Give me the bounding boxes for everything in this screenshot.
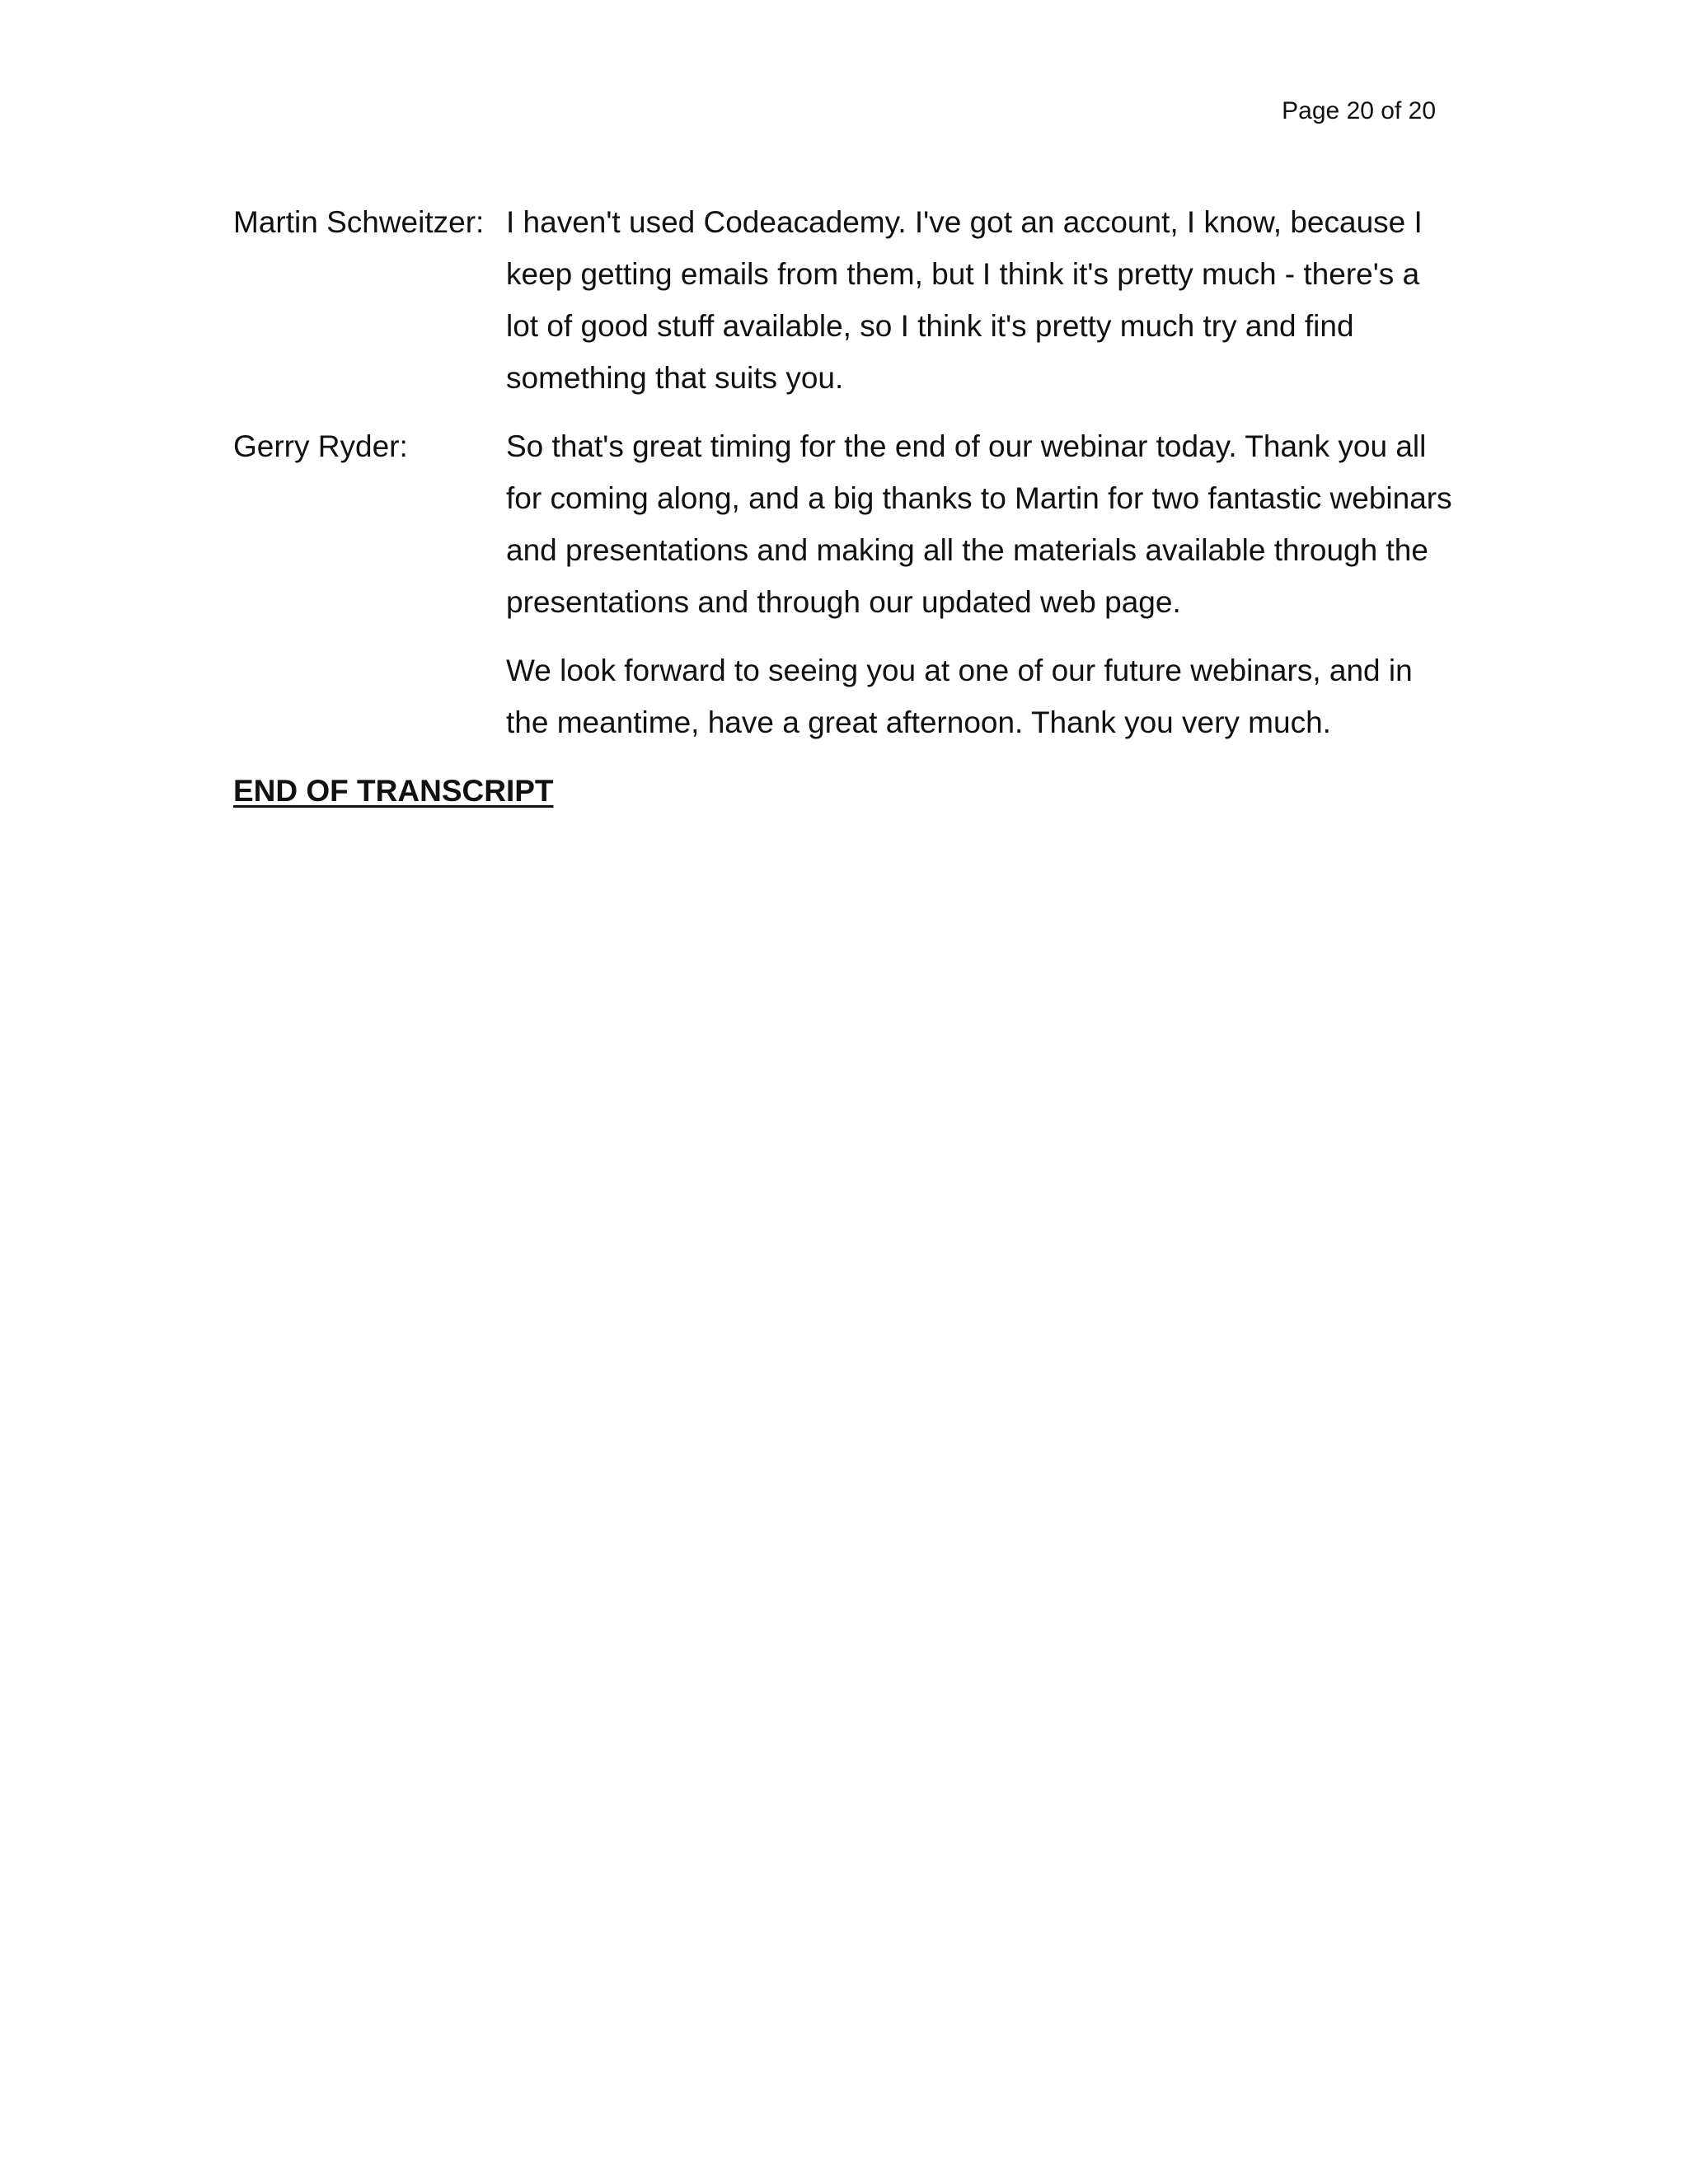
speech-paragraph: We look forward to seeing you at one of our future webinars, and in the meantime, have a great afternoon. Thank you very much. <box>506 654 1413 739</box>
transcript-entry <box>233 420 1453 748</box>
speech-content <box>506 196 1453 404</box>
page-number: Page 20 of 20 <box>1282 97 1436 124</box>
speech-paragraph: So that's great timing for the end of our webinar today. Thank you all for coming along, and a big thanks to Martin for two fantastic webinars and presentations and making all the materials available through the presentations and through our updated web page. <box>506 429 1452 619</box>
speaker-name: Martin Schweitzer: <box>233 205 485 239</box>
speech-paragraph: I haven't used Codeacademy. I've got an account, I know, because I keep getting emails from them, but I think it's pretty much - there's a lot of good stuff available, so I think it's pretty much try and find something that suits you. <box>506 205 1423 395</box>
speech-content <box>506 420 1453 748</box>
transcript-entry <box>233 196 1453 404</box>
transcript-body <box>233 196 1453 817</box>
speaker-name: Gerry Ryder: <box>233 429 408 463</box>
end-of-transcript-heading: END OF TRANSCRIPT <box>233 774 554 808</box>
